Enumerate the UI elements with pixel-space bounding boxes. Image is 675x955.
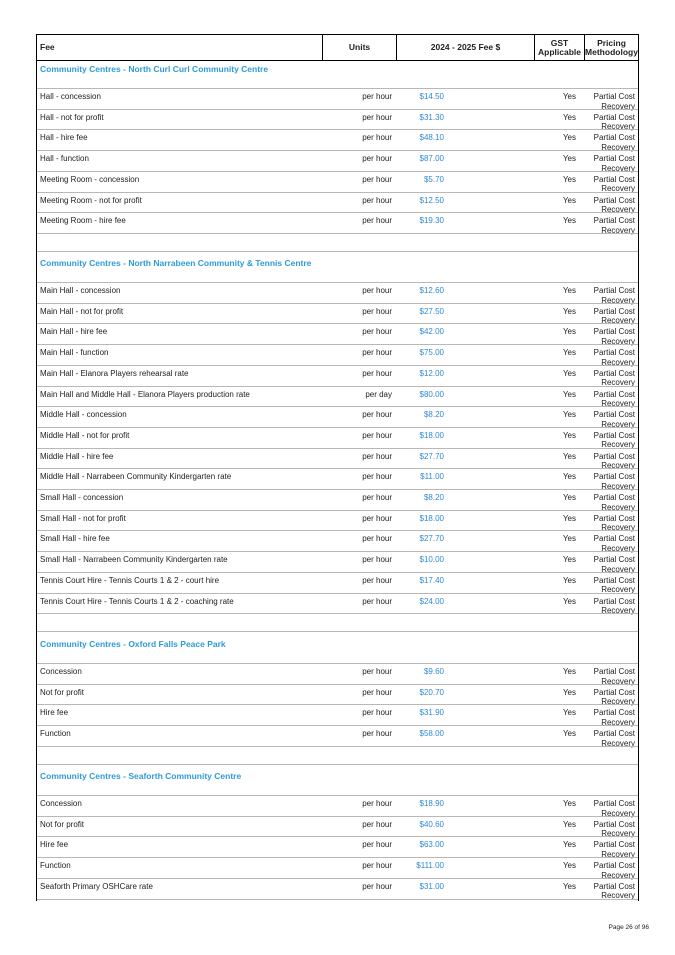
section-title: Community Centres - Seaforth Community Centre xyxy=(40,771,242,781)
price-cell: $9.60 xyxy=(423,667,444,676)
table-row xyxy=(37,725,638,747)
gst-cell: Yes xyxy=(562,687,576,697)
gst-cell: Yes xyxy=(562,216,576,226)
fee-cell: Main Hall - not for profit xyxy=(40,306,124,316)
methodology-line1: Partial Cost xyxy=(593,451,635,461)
gst-cell: Yes xyxy=(562,729,576,739)
methodology-line2: Recovery xyxy=(601,829,635,839)
section-gap-rule xyxy=(37,251,638,252)
header-methodology-line2: Methodology xyxy=(585,46,638,57)
methodology-line1: Partial Cost xyxy=(593,430,635,440)
methodology-line1: Partial Cost xyxy=(593,154,635,164)
price-cell: $10.00 xyxy=(419,555,444,565)
methodology-line1: Partial Cost xyxy=(593,410,635,420)
price-cell: $8.20 xyxy=(423,410,444,420)
price-cell: $18.00 xyxy=(419,430,444,440)
units-cell: per hour xyxy=(362,348,392,358)
section-title: Community Centres - North Narrabeen Community & Tennis Centre xyxy=(40,258,312,268)
methodology-line2: Recovery xyxy=(601,101,635,111)
units-cell: per hour xyxy=(362,92,392,101)
methodology-line1: Partial Cost xyxy=(593,174,635,184)
units-cell: per hour xyxy=(362,368,392,378)
price-cell: $75.00 xyxy=(419,348,444,358)
price-cell: $27.70 xyxy=(419,451,444,461)
fee-cell: Meeting Room - hire fee xyxy=(40,216,126,226)
gst-cell: Yes xyxy=(562,819,576,829)
methodology-line2: Recovery xyxy=(601,891,635,901)
methodology-line1: Partial Cost xyxy=(593,667,635,676)
methodology-line1: Partial Cost xyxy=(593,306,635,316)
units-cell: per hour xyxy=(362,861,392,871)
gst-cell: Yes xyxy=(562,348,576,358)
methodology-line2: Recovery xyxy=(601,564,635,574)
page-number: Page 26 of 96 xyxy=(608,924,649,931)
gst-cell: Yes xyxy=(562,493,576,502)
methodology-line2: Recovery xyxy=(601,870,635,880)
fee-cell: Hall - function xyxy=(40,154,89,164)
table-row xyxy=(37,704,638,726)
methodology-line2: Recovery xyxy=(601,738,635,748)
section-end-rule xyxy=(37,613,638,614)
fee-cell: Main Hall - function xyxy=(40,348,109,358)
methodology-line2: Recovery xyxy=(601,697,635,707)
methodology-line2: Recovery xyxy=(601,184,635,194)
methodology-line2: Recovery xyxy=(601,481,635,491)
section-gap-rule xyxy=(37,764,638,765)
methodology-line1: Partial Cost xyxy=(593,708,635,718)
table-row xyxy=(37,448,638,470)
price-cell: $17.40 xyxy=(419,575,444,585)
methodology-line2: Recovery xyxy=(601,849,635,859)
units-cell: per hour xyxy=(362,306,392,316)
table-row xyxy=(37,593,638,615)
methodology-line1: Partial Cost xyxy=(593,493,635,502)
table-row xyxy=(37,551,638,573)
units-cell: per hour xyxy=(362,472,392,482)
methodology-line2: Recovery xyxy=(601,808,635,818)
methodology-line2: Recovery xyxy=(601,205,635,215)
table-row xyxy=(37,282,638,304)
methodology-line1: Partial Cost xyxy=(593,216,635,226)
units-cell: per hour xyxy=(362,555,392,565)
methodology-line2: Recovery xyxy=(601,419,635,429)
gst-cell: Yes xyxy=(562,133,576,143)
price-cell: $42.00 xyxy=(419,327,444,337)
table-row xyxy=(37,150,638,172)
units-cell: per hour xyxy=(362,596,392,606)
methodology-line2: Recovery xyxy=(601,225,635,235)
price-cell: $48.10 xyxy=(419,133,444,143)
methodology-line1: Partial Cost xyxy=(593,286,635,295)
fee-cell: Small Hall - not for profit xyxy=(40,513,126,523)
methodology-line2: Recovery xyxy=(601,523,635,533)
methodology-line2: Recovery xyxy=(601,606,635,616)
methodology-line2: Recovery xyxy=(601,585,635,595)
price-cell: $27.50 xyxy=(419,306,444,316)
fee-cell: Main Hall - concession xyxy=(40,286,121,295)
methodology-line2: Recovery xyxy=(601,543,635,553)
methodology-line1: Partial Cost xyxy=(593,368,635,378)
methodology-line2: Recovery xyxy=(601,122,635,132)
price-cell: $11.00 xyxy=(420,472,444,482)
table-row xyxy=(37,816,638,838)
methodology-line2: Recovery xyxy=(601,717,635,727)
price-cell: $58.00 xyxy=(419,729,444,739)
gst-cell: Yes xyxy=(562,410,576,420)
section-end-rule xyxy=(37,899,638,900)
section-gap-rule xyxy=(37,631,638,632)
fee-cell: Hire fee xyxy=(40,708,69,718)
units-cell: per hour xyxy=(362,840,392,850)
fee-cell: Main Hall - Elanora Players rehearsal rate xyxy=(40,368,189,378)
table-row xyxy=(37,386,638,408)
header-gst-line2: Applicable xyxy=(538,46,581,57)
methodology-line1: Partial Cost xyxy=(593,112,635,122)
methodology-line2: Recovery xyxy=(601,142,635,152)
gst-cell: Yes xyxy=(562,154,576,164)
gst-cell: Yes xyxy=(562,555,576,565)
methodology-line1: Partial Cost xyxy=(593,861,635,871)
table-row xyxy=(37,365,638,387)
price-cell: $111.00 xyxy=(416,861,444,871)
gst-cell: Yes xyxy=(562,881,576,891)
table-row xyxy=(37,129,638,151)
price-cell: $18.90 xyxy=(419,799,444,808)
fee-cell: Tennis Court Hire - Tennis Courts 1 & 2 - court hire xyxy=(40,575,220,585)
units-cell: per hour xyxy=(362,112,392,122)
methodology-line1: Partial Cost xyxy=(593,472,635,482)
table-row xyxy=(37,684,638,706)
fee-cell: Hall - not for profit xyxy=(40,112,104,122)
fee-cell: Concession xyxy=(40,667,82,676)
price-cell: $80.00 xyxy=(419,389,444,399)
methodology-line2: Recovery xyxy=(601,357,635,367)
units-cell: per hour xyxy=(362,327,392,337)
fee-cell: Concession xyxy=(40,799,82,808)
section-title: Community Centres - North Curl Curl Community Centre xyxy=(40,64,269,74)
gst-cell: Yes xyxy=(562,112,576,122)
table-row xyxy=(37,323,638,345)
methodology-line2: Recovery xyxy=(601,461,635,471)
table-row xyxy=(37,109,638,131)
fee-cell: Hall - concession xyxy=(40,92,101,101)
units-cell: per hour xyxy=(362,575,392,585)
table-row xyxy=(37,795,638,817)
fee-cell: Small Hall - Narrabeen Community Kindergarten rate xyxy=(40,555,228,565)
methodology-line1: Partial Cost xyxy=(593,534,635,544)
section-title: Community Centres - Oxford Falls Peace Park xyxy=(40,639,226,649)
table-header xyxy=(36,34,639,61)
gst-cell: Yes xyxy=(562,575,576,585)
methodology-line1: Partial Cost xyxy=(593,729,635,739)
methodology-line2: Recovery xyxy=(601,440,635,450)
section-end-rule xyxy=(37,746,638,747)
table-row xyxy=(37,468,638,490)
units-cell: per hour xyxy=(362,430,392,440)
gst-cell: Yes xyxy=(562,861,576,871)
fee-cell: Middle Hall - concession xyxy=(40,410,127,420)
gst-cell: Yes xyxy=(562,840,576,850)
fee-cell: Meeting Room - concession xyxy=(40,174,140,184)
header-fee: Fee xyxy=(37,35,323,60)
table-row xyxy=(37,192,638,214)
header-price: 2024 - 2025 Fee $ xyxy=(397,35,535,60)
gst-cell: Yes xyxy=(562,513,576,523)
table-row xyxy=(37,171,638,193)
fee-cell: Hall - hire fee xyxy=(40,133,88,143)
gst-cell: Yes xyxy=(562,451,576,461)
price-cell: $27.70 xyxy=(419,534,444,544)
fee-cell: Middle Hall - not for profit xyxy=(40,430,130,440)
methodology-line1: Partial Cost xyxy=(593,881,635,891)
price-cell: $63.00 xyxy=(419,840,444,850)
gst-cell: Yes xyxy=(562,799,576,808)
fee-cell: Function xyxy=(40,729,71,739)
units-cell: per hour xyxy=(362,154,392,164)
fee-cell: Middle Hall - Narrabeen Community Kindergarten rate xyxy=(40,472,232,482)
price-cell: $40.60 xyxy=(419,819,444,829)
fee-cell: Meeting Room - not for profit xyxy=(40,195,142,205)
gst-cell: Yes xyxy=(562,286,576,295)
methodology-line1: Partial Cost xyxy=(593,327,635,337)
units-cell: per hour xyxy=(362,286,392,295)
table-row xyxy=(37,510,638,532)
fee-cell: Not for profit xyxy=(40,819,85,829)
table-row xyxy=(37,344,638,366)
gst-cell: Yes xyxy=(562,327,576,337)
units-cell: per hour xyxy=(362,667,392,676)
section-end-rule xyxy=(37,233,638,234)
price-cell: $31.00 xyxy=(419,881,444,891)
table-row xyxy=(37,530,638,552)
gst-cell: Yes xyxy=(562,92,576,101)
table-row xyxy=(37,212,638,234)
methodology-line1: Partial Cost xyxy=(593,389,635,399)
fee-cell: Small Hall - concession xyxy=(40,493,124,502)
methodology-line2: Recovery xyxy=(601,295,635,305)
header-units: Units xyxy=(323,35,397,60)
fee-cell: Main Hall and Middle Hall - Elanora Players production rate xyxy=(40,389,250,399)
price-cell: $24.00 xyxy=(419,596,444,606)
header-methodology-line1: Pricing xyxy=(597,37,626,48)
units-cell: per hour xyxy=(362,195,392,205)
gst-cell: Yes xyxy=(562,596,576,606)
price-cell: $87.00 xyxy=(419,154,444,164)
fee-cell: Main Hall - hire fee xyxy=(40,327,108,337)
methodology-line2: Recovery xyxy=(601,502,635,512)
price-cell: $19.30 xyxy=(419,216,444,226)
fee-cell: Function xyxy=(40,861,71,871)
units-cell: per hour xyxy=(362,410,392,420)
methodology-line2: Recovery xyxy=(601,676,635,686)
price-cell: $12.60 xyxy=(419,286,444,295)
table-row xyxy=(37,489,638,511)
methodology-line1: Partial Cost xyxy=(593,555,635,565)
methodology-line1: Partial Cost xyxy=(593,513,635,523)
table-row xyxy=(37,427,638,449)
table-row xyxy=(37,88,638,110)
price-cell: $31.90 xyxy=(419,708,444,718)
gst-cell: Yes xyxy=(562,708,576,718)
units-cell: per day xyxy=(365,389,392,399)
gst-cell: Yes xyxy=(562,534,576,544)
table-row xyxy=(37,878,638,900)
units-cell: per hour xyxy=(362,799,392,808)
price-cell: $18.00 xyxy=(419,513,444,523)
price-cell: $12.50 xyxy=(419,195,444,205)
units-cell: per hour xyxy=(362,687,392,697)
methodology-line2: Recovery xyxy=(601,336,635,346)
units-cell: per hour xyxy=(362,493,392,502)
gst-cell: Yes xyxy=(562,368,576,378)
methodology-line2: Recovery xyxy=(601,378,635,388)
price-cell: $31.30 xyxy=(419,112,444,122)
gst-cell: Yes xyxy=(562,306,576,316)
methodology-line1: Partial Cost xyxy=(593,133,635,143)
units-cell: per hour xyxy=(362,881,392,891)
gst-cell: Yes xyxy=(562,667,576,676)
table-row xyxy=(37,572,638,594)
fee-cell: Seaforth Primary OSHCare rate xyxy=(40,881,153,891)
methodology-line1: Partial Cost xyxy=(593,348,635,358)
methodology-line2: Recovery xyxy=(601,399,635,409)
units-cell: per hour xyxy=(362,451,392,461)
units-cell: per hour xyxy=(362,133,392,143)
fee-cell: Tennis Court Hire - Tennis Courts 1 & 2 - coaching rate xyxy=(40,596,234,606)
methodology-line2: Recovery xyxy=(601,316,635,326)
table-row xyxy=(37,406,638,428)
units-cell: per hour xyxy=(362,174,392,184)
units-cell: per hour xyxy=(362,708,392,718)
price-cell: $12.00 xyxy=(419,368,444,378)
methodology-line1: Partial Cost xyxy=(593,799,635,808)
fee-cell: Hire fee xyxy=(40,840,69,850)
table-row xyxy=(37,303,638,325)
methodology-line1: Partial Cost xyxy=(593,687,635,697)
price-cell: $20.70 xyxy=(419,687,444,697)
units-cell: per hour xyxy=(362,534,392,544)
fee-cell: Small Hall - hire fee xyxy=(40,534,110,544)
methodology-line1: Partial Cost xyxy=(593,195,635,205)
methodology-line2: Recovery xyxy=(601,163,635,173)
table-row xyxy=(37,857,638,879)
units-cell: per hour xyxy=(362,513,392,523)
units-cell: per hour xyxy=(362,819,392,829)
gst-cell: Yes xyxy=(562,174,576,184)
methodology-line1: Partial Cost xyxy=(593,840,635,850)
gst-cell: Yes xyxy=(562,389,576,399)
header-gst-line1: GST xyxy=(550,37,569,48)
price-cell: $8.20 xyxy=(423,493,444,502)
methodology-line1: Partial Cost xyxy=(593,596,635,606)
gst-cell: Yes xyxy=(562,195,576,205)
price-cell: $5.70 xyxy=(423,174,444,184)
price-cell: $14.50 xyxy=(419,92,444,101)
fee-table-body xyxy=(36,61,639,901)
methodology-line1: Partial Cost xyxy=(593,92,635,101)
gst-cell: Yes xyxy=(562,472,576,482)
header-gst xyxy=(535,35,585,60)
units-cell: per hour xyxy=(362,216,392,226)
methodology-line1: Partial Cost xyxy=(593,575,635,585)
units-cell: per hour xyxy=(362,729,392,739)
table-row xyxy=(37,836,638,858)
gst-cell: Yes xyxy=(562,430,576,440)
fee-cell: Middle Hall - hire fee xyxy=(40,451,114,461)
header-methodology xyxy=(585,35,638,60)
table-row xyxy=(37,663,638,685)
fee-cell: Not for profit xyxy=(40,687,85,697)
methodology-line1: Partial Cost xyxy=(593,819,635,829)
